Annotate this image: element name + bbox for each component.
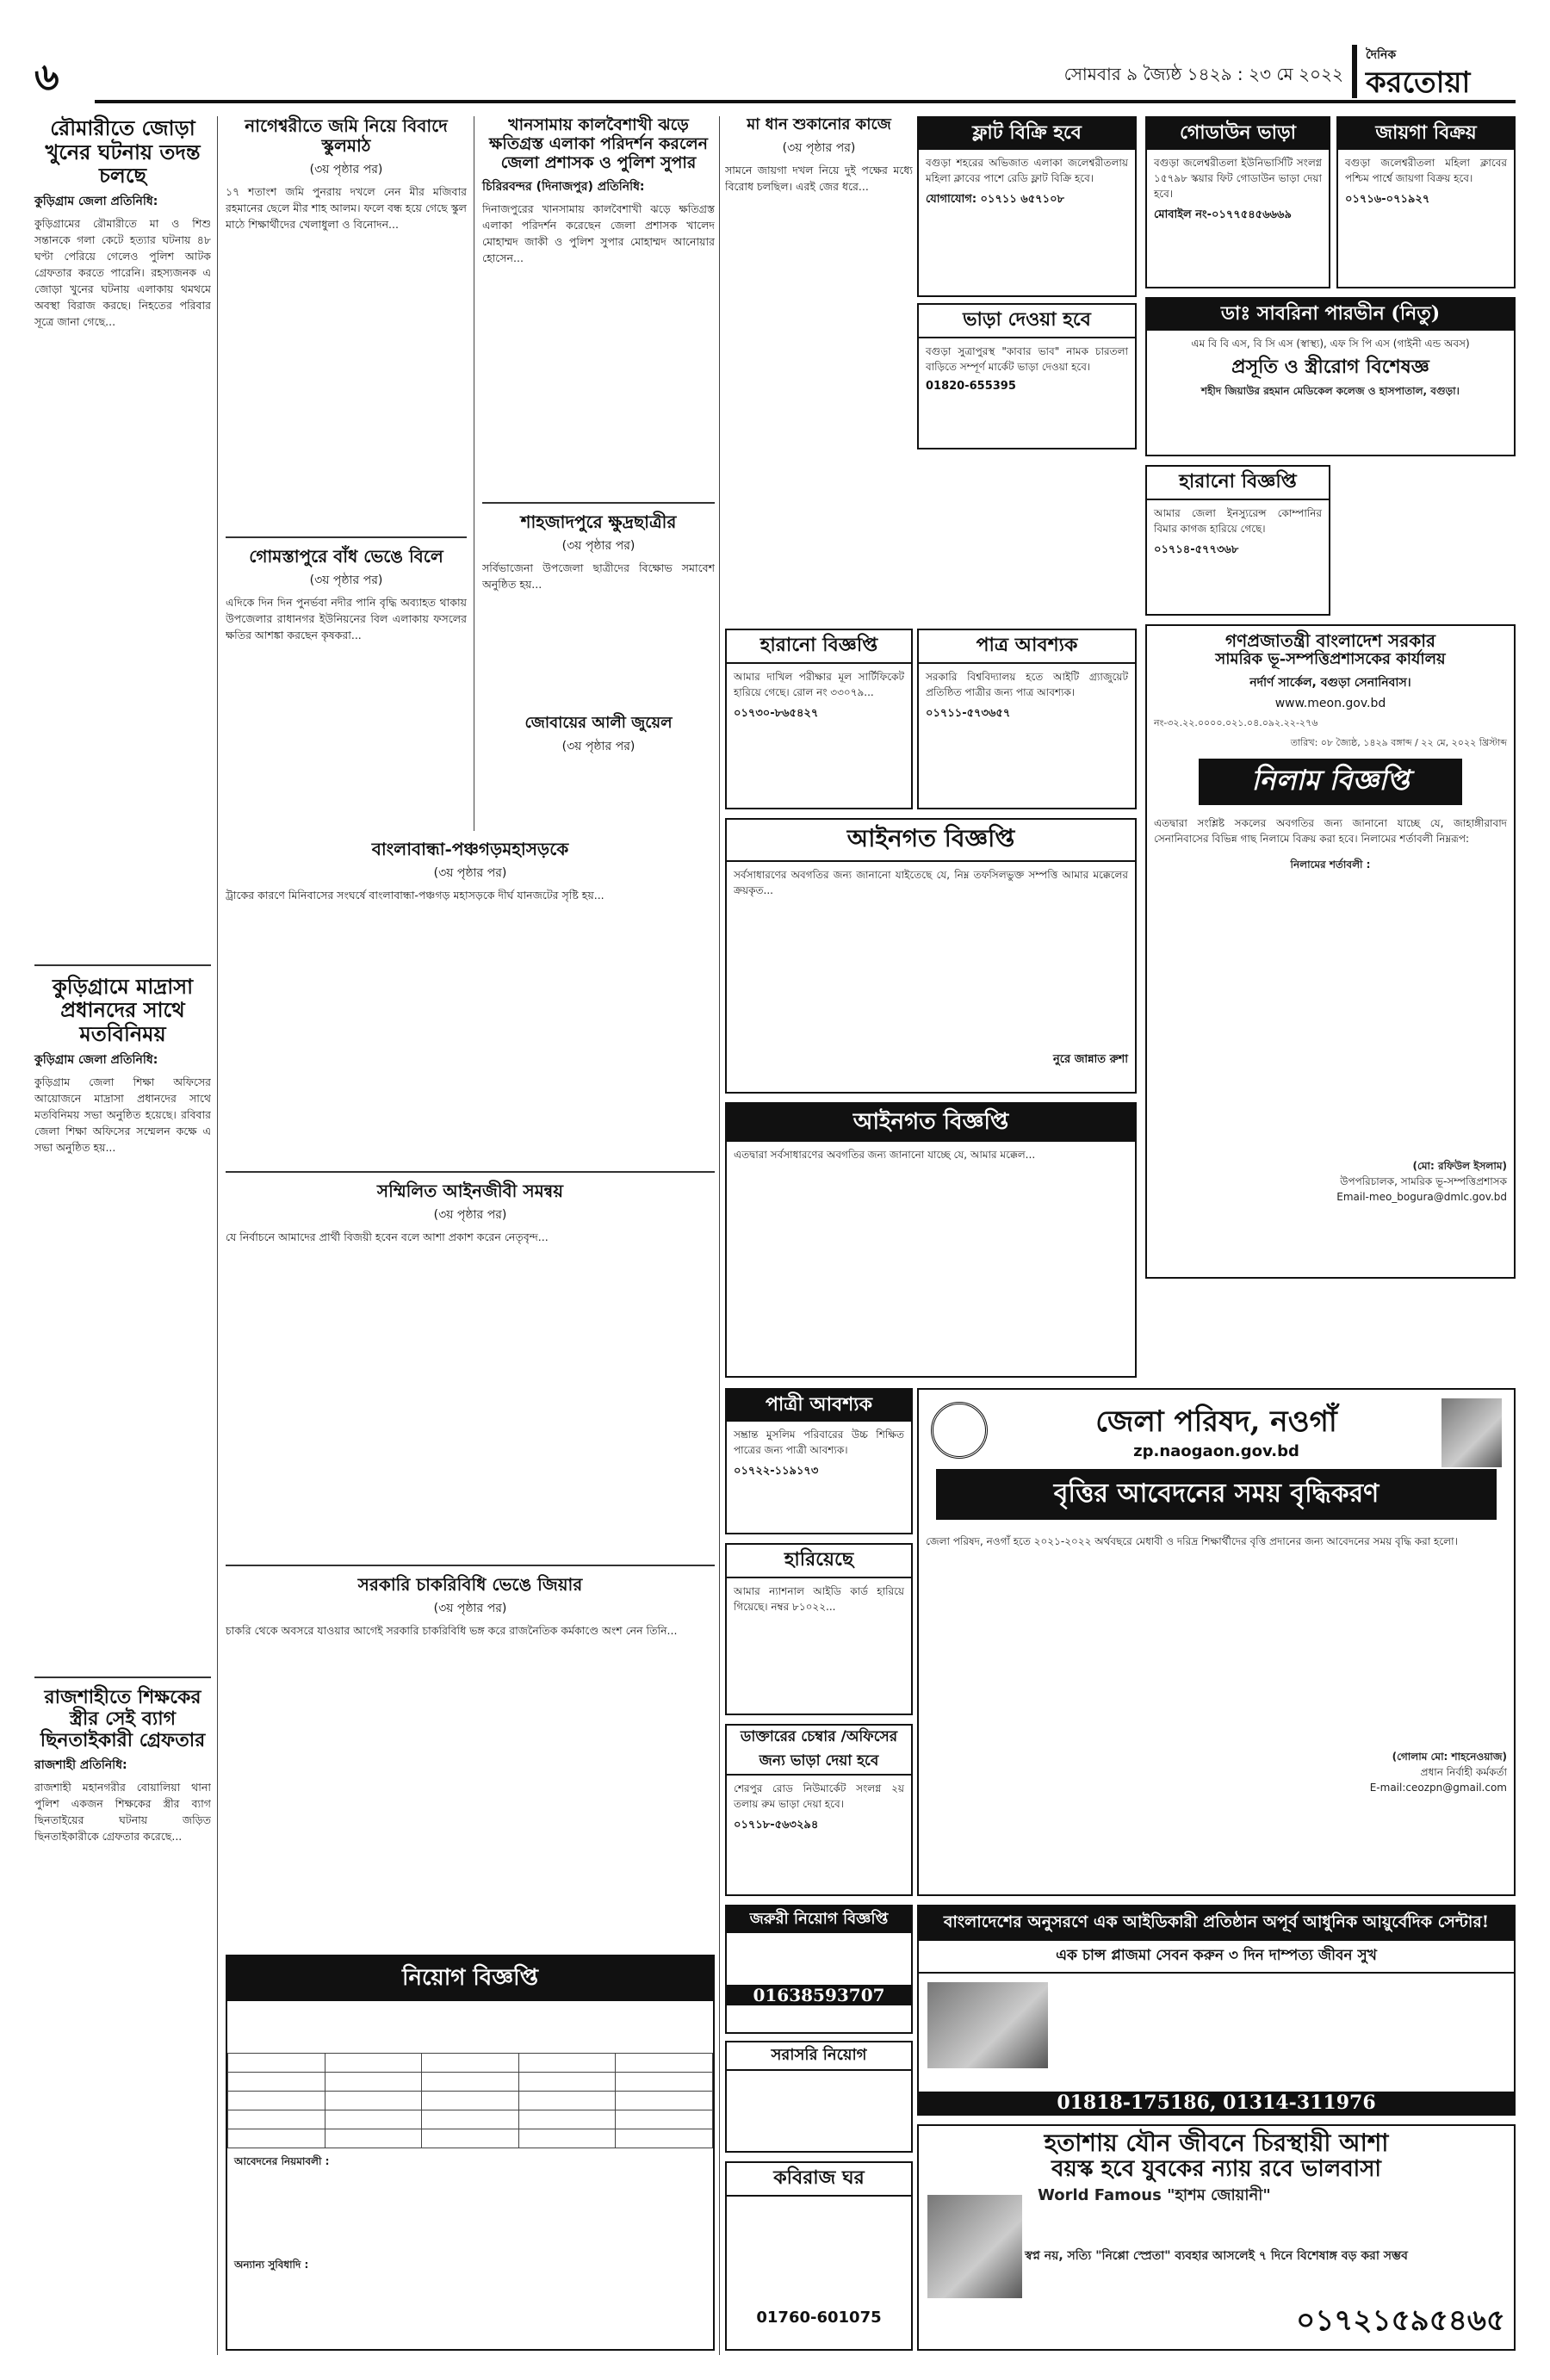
column-1 (34, 116, 211, 2192)
ad-title: ডাক্তারের চেম্বার /অফিসের জন্য ভাড়া দেয়া হবে (727, 1726, 911, 1776)
ad-subheadline: বয়স্ক হবে যুবকের ন্যায় রবে ভালবাসা (1051, 2156, 1381, 2183)
ad-title: আইনগত বিজ্ঞপ্তি (727, 1104, 1135, 1142)
story-body: কুড়িগ্রামের রৌমারীতে মা ও শিশু সন্তানকে গলা কেটে হত্যার ঘটনায় ৪৮ ঘণ্টা পেরিয়ে গেলেও পুলিশ আটক গ্রেফতার করতে পারেনি। রহস্যজনক এ জোড়া খুনের ঘটনায় এলাকায় থমথমে অবস্থা বিরাজ করছে। নিহতের পরিবার সূত্রে জানা গেছে... (34, 215, 211, 956)
page-header (34, 45, 1516, 110)
ad-title: গোডাউন ভাড়া (1147, 118, 1329, 150)
byline: চিরিরবন্দর (দিনাজপুর) প্রতিনিধি: (482, 179, 645, 194)
ad-body (1031, 2209, 1514, 2243)
ad-subtitle: এক চান্স প্লাজমা সেবন করুন ৩ দিন দাম্পত্য জীবন সুখ (919, 1941, 1514, 1974)
bangladesh-logo-icon (931, 1402, 988, 1459)
ad-title: হারানো বিজ্ঞপ্তি (1147, 467, 1329, 500)
ad-godown (1145, 116, 1330, 288)
ad-body: আমার জেলা ইনস্যুরেন্স কোম্পানির বিমার কাগজ হারিয়ে গেছে। (1154, 507, 1322, 535)
story-title: মা ধান শুকানোর কাজে (747, 115, 891, 133)
ad-body: বগুড়া শহরের অভিজাত এলাকা জলেশ্বরীতলায় মহিলা ক্লাবের পাশে রেডি ফ্লাট বিক্রি হবে। (926, 157, 1128, 184)
gov-circle: নর্দার্ণ সার্কেল, বগুড়া সেনানিবাস। (1249, 675, 1411, 690)
ad-vitality-clinic (917, 2124, 1516, 2351)
byline: কুড়িগ্রাম জেলা প্রতিনিধি: (34, 194, 158, 208)
story-title: নাগেশ্বরীতে জমি নিয়ে বিবাদে স্কুলমাঠ (245, 115, 448, 156)
ad-phone: 01818-175186, 01314-311976 (919, 2092, 1514, 2114)
ad-doctor (1145, 297, 1516, 456)
continued-note: (৩য় পৃষ্ঠার পর) (433, 866, 507, 880)
masthead-logo (1352, 45, 1516, 98)
apply-text (227, 2174, 713, 2252)
ad-phone: ০১৭২১৫৯৫৪৬৫ (1296, 2303, 1505, 2338)
zp-signatory-role: প্রধান নির্বাহী কর্মকর্তা (1420, 1766, 1507, 1779)
story-title: শাহজাদপুরে ক্ষুদ্রছাত্রীর (520, 511, 677, 532)
gov-ref: নং-৩২.২২.০০০০.০২১.০৪.০৯২.২২-২৭৬ (1154, 716, 1318, 728)
page-number: ৬ (34, 55, 59, 99)
divider (34, 964, 211, 966)
divider (34, 1677, 211, 1678)
auction-signatory-role: উপপরিচালক, সামরিক ভূ-সম্পত্তিপ্রশাসক (1340, 1175, 1507, 1187)
recruitment-notice (226, 1955, 715, 2351)
notice-intro (227, 2001, 713, 2053)
ad-body: বগুড়া সুত্রাপুরস্থ "কাবার ভাব" নামক চারতলা বাড়িতে সম্পূর্ণ মার্কেট ভাড়া দেওয়া হবে। (926, 345, 1128, 373)
ad-title: হারানো বিজ্ঞপ্তি (727, 630, 911, 664)
auction-terms (1147, 877, 1514, 1153)
ad-body (1057, 1974, 1514, 2060)
zila-parishad-notice (917, 1388, 1516, 1896)
masthead-name: করতোয়া (1366, 65, 1471, 100)
story-body: সামনে জায়গা দখল নিয়ে দুই পক্ষের মধ্যে বিরোধ চলছিল। এরই জের ধরে... (725, 162, 913, 644)
ad-phone: 01820-655395 (926, 380, 1016, 393)
ad-bride-wanted (725, 1388, 913, 1534)
ad-urgent-job (725, 1905, 913, 2034)
ad-phone: ০১৭১৪-৫৭৭৩৬৮ (1154, 543, 1239, 556)
ad-phone: ০১৭৩০-৮৬৫৪২৭ (734, 707, 819, 720)
ad-legal-notice-1 (725, 818, 1137, 1094)
ad-phone: ০১৭১৬-০৭১৯২৭ (1345, 193, 1430, 206)
gov-auction-notice (1145, 624, 1516, 1279)
product-image (927, 1982, 1048, 2068)
story-body: দিনাজপুরের খানসামায় কালবৈশাখী ঝড়ে ক্ষতিগ্রস্ত এলাকা পরিদর্শন করেছেন জেলা প্রশাসক খালেদ মোহাম্মদ জাকী ও পুলিশ সুপার মোহাম্মদ আনোয়ার হোসেন... (482, 201, 715, 493)
ad-rent (917, 303, 1137, 449)
zp-title: জেলা পরিষদ, নওগাঁ (1095, 1404, 1337, 1439)
other-label: অন্যান্য সুবিধাদি : (234, 2259, 309, 2271)
column-4 (725, 116, 913, 644)
ad-title: ফ্লাট বিক্রি হবে (919, 118, 1135, 150)
story-body: এদিকে দিন দিন পুনর্ভবা নদীর পানি বৃদ্ধি অব্যাহত থাকায় উপজেলার রাধানগর ইউনিয়নের বিল এলাকায় ফসলের ক্ষতির আশঙ্কা করছেন কৃষকরা... (226, 594, 467, 852)
divider (226, 536, 467, 538)
story-title: গোমস্তাপুরে বাঁধ ভেঙে বিলে (249, 546, 443, 567)
ad-headline: হতাশায় যৌন জীবনে চিরস্থায়ী আশা (1044, 2129, 1389, 2157)
wide-stories (226, 840, 715, 1984)
story-body: ট্রাকের কারণে মিনিবাসের সংঘর্ষে বাংলাবান্ধা-পঞ্চগড় মহাসড়কে দীর্ঘ যানজটের সৃষ্টি হয়... (226, 887, 715, 1162)
masthead-small: দৈনিক (1366, 48, 1397, 62)
ad-title: বাংলাদেশের অনুসরণে এক আইডিকারী প্রতিষ্ঠান অপূর্ব আধুনিক আয়ুর্বেদিক সেন্টার! (919, 1906, 1514, 1941)
portrait-image (1442, 1398, 1502, 1467)
header-date: সোমবার ৯ জ্যৈষ্ঠ ১৪২৯ : ২৩ মে ২০২২ (1063, 64, 1343, 84)
ad-title: ডাঃ সাবরিনা পারভীন (নিতু) (1147, 299, 1514, 331)
ad-phone: যোগাযোগ: ০১৭১১ ৬৫৭১০৮ (926, 193, 1064, 206)
ad-body (727, 2197, 911, 2309)
notice-table (227, 2053, 713, 2148)
ad-phone: 01760-601075 (756, 2309, 882, 2327)
ad-body: সম্ভ্রান্ত মুসলিম পরিবারের উচ্চ শিক্ষিত পাত্রের জন্য পাত্রী আবশ্যক। (734, 1429, 904, 1456)
apply-label: আবেদনের নিয়মাবলী : (234, 2155, 330, 2167)
continued-note: (৩য় পৃষ্ঠার পর) (309, 163, 383, 177)
story-body: সর্বিভাজেনা উপজেলা ছাত্রীদের বিক্ষোভ সমাবেশ অনুষ্ঠিত হয়... (482, 560, 715, 732)
ad-phone: ০১৭২২-১১৯১৭৩ (734, 1465, 819, 1478)
gov-title: গণপ্রজাতন্ত্রী বাংলাদেশ সরকার (1225, 630, 1435, 651)
continued-note: (৩য় পৃষ্ঠার পর) (433, 1602, 507, 1615)
ad-title: পাত্র আবশ্যক (919, 630, 1135, 664)
story-body: ১৭ শতাংশ জমি পুনরায় দখলে নেন মীর মজিবার রহমানের ছেলে মীর শাহ আলম। ফলে বন্ধ হয়ে গেছে স্কুল মাঠে শিক্ষার্থীদের খেলাধুলা ও বিনোদন... (226, 183, 467, 528)
ad-lost-insurance (1145, 465, 1330, 616)
column-rule (719, 116, 720, 2355)
notice-title: নিয়োগ বিজ্ঞপ্তি (227, 1956, 713, 2001)
byline: কুড়িগ্রাম জেলা প্রতিনিধি: (34, 1052, 158, 1067)
ad-body: শেরপুর রোড নিউমার্কেট সংলগ্ন ২য় তলায় রুম ভাড়া দেয়া হবে। (734, 1782, 904, 1810)
ad-phone: মোবাইল নং-০১৭৭৫৪৫৬৬৬৯ (1154, 208, 1292, 221)
divider (482, 502, 715, 504)
divider (226, 1565, 715, 1566)
zp-email: E-mail:ceozpn@gmail.com (1369, 1782, 1507, 1794)
ad-legal-notice-2 (725, 1102, 1137, 1378)
gov-office: সামরিক ভূ-সম্পত্তিপ্রশাসকের কার্যালয় (1215, 650, 1446, 668)
ad-body: বগুড়া জলেশ্বরীতলা ইউনিভার্সিটি সংলগ্ন ১৫৭৯৮ স্কয়ার ফিট গোডাউন ভাড়া দেয়া হবে। (1154, 157, 1322, 200)
ad-title: আইনগত বিজ্ঞপ্তি (727, 820, 1135, 862)
ad-kabiraj (725, 2161, 913, 2351)
continued-note: (৩য় পৃষ্ঠার পর) (561, 538, 636, 553)
ad-title: পাত্রী আবশ্যক (727, 1390, 911, 1422)
divider (226, 1171, 715, 1173)
ad-title: হারিয়েছে (727, 1545, 911, 1578)
ad-body: আমার ন্যাশনাল আইডি কার্ড হারিয়ে গিয়েছে। নম্বর ৮১০২২... (734, 1585, 904, 1613)
ad-title: জরুরী নিয়োগ বিজ্ঞপ্তি (727, 1906, 911, 1933)
auction-body: এতদ্বারা সংশ্লিষ্ট সকলের অবগতির জন্য জানানো যাচ্ছে যে, জাহাঙ্গীরাবাদ সেনানিবাসের বিভিন্ন গাছ নিলামে বিক্রয় করা হবে। নিলামের শর্তাবলী নিম্নরূপ: (1154, 816, 1507, 845)
story-title: জোবায়ের আলী জুয়েল (524, 714, 673, 732)
ad-body: এতদ্বারা সর্বসাধারণের অবগতির জন্য জানানো যাচ্ছে যে, আমার মক্কেল... (734, 1149, 1036, 1161)
ad-flat-sale (917, 116, 1137, 297)
story-title: কুড়িগ্রামে মাদ্রাসা প্রধানদের সাথে মতবিনিময় (52, 973, 194, 1046)
ad-lost-id (725, 1543, 913, 1715)
ad-title: কবিরাজ ঘর (727, 2163, 911, 2197)
ad-groom-wanted (917, 629, 1137, 809)
doctor-image (927, 2195, 1022, 2298)
ad-land-sale (1336, 116, 1516, 288)
auction-email: Email-meo_bogura@dmlc.gov.bd (1336, 1190, 1507, 1203)
ad-body: বগুড়া জলেশ্বরীতলা মহিলা ক্লাবের পশ্চিম পার্শ্বে জায়গা বিক্রয় হবে। (1345, 157, 1507, 184)
column-rule (217, 116, 218, 2355)
auction-terms-label: নিলামের শর্তাবলী : (1290, 858, 1371, 871)
ad-title: ভাড়া দেওয়া হবে (919, 305, 1135, 338)
zp-body: জেলা পরিষদ, নওগাঁ হতে ২০২১-২০২২ অর্থবছরে মেধাবী ও দরিদ্র শিক্ষার্থীদের বৃত্তি প্রদানের জন্য আবেদনের সময় বৃদ্ধি করা হলো। (926, 1535, 1458, 1548)
story-title: সরকারি চাকরিবিধি ভেঙে জিয়ার (357, 1574, 583, 1595)
story-body: যে নির্বাচনে আমাদের প্রার্থী বিজয়ী হবেন বলে আশা প্রকাশ করেন নেতৃবৃন্দ... (226, 1229, 715, 1556)
ad-body: সর্বসাধারণের অবগতির জন্য জানানো যাইতেছে যে, নিম্ন তফসিলভুক্ত সম্পত্তি আমার মক্কেলের ক্রয়কৃত... (734, 869, 1128, 896)
ad-title: সরাসরি নিয়োগ (727, 2042, 911, 2071)
column-3 (482, 116, 715, 732)
story-body: রাজশাহী মহানগরীর বোয়ালিয়া থানা পুলিশ একজন শিক্ষকের স্ত্রীর ব্যাগ ছিনতাইয়ের ঘটনায় জড়িত ছিনতাইকারীকে গ্রেফতার করেছে... (34, 1779, 211, 2192)
story-title: খানসামায় কালবৈশাখী ঝড়ে ক্ষতিগ্রস্ত এলাকা পরিদর্শন করলেন জেলা প্রশাসক ও পুলিশ সুপার (489, 115, 708, 172)
continued-note: (৩য় পৃষ্ঠার পর) (561, 739, 636, 753)
story-title: বাংলাবান্ধা-পঞ্চগড়মহাসড়কে (371, 839, 569, 859)
ad-phone: 01638593707 (727, 1985, 911, 2005)
ad-phone: ০১৭১১-৫৭৩৬৫৭ (926, 707, 1011, 720)
story-title: রৌমারীতে জোড়া খুনের ঘটনায় তদন্ত চলছে (45, 115, 201, 189)
ad-ayurvedic-center (917, 1905, 1516, 2116)
header-rule (95, 100, 1516, 103)
ad-footer: স্বপ্ন নয়, সত্যি "নিপ্পো স্প্রেতা" ব্যবহার আসলেই ৭ দিনে বিশেষাঙ্গ বড় করা সম্ভব (1025, 2249, 1408, 2264)
zp-notice-title: বৃত্তির আবেদনের সময় বৃদ্ধিকরণ (936, 1469, 1497, 1520)
ad-specialty: প্রসূতি ও স্ত্রীরোগ বিশেষজ্ঞ (1231, 356, 1429, 378)
auction-title: নিলাম বিজ্ঞপ্তি (1199, 759, 1462, 805)
auction-signatory: (মো: রফিউল ইসলাম) (1412, 1159, 1507, 1172)
zp-website: zp.naogaon.gov.bd (1133, 1442, 1299, 1461)
ad-doctor-chamber (725, 1724, 913, 1896)
continued-note: (৩য় পৃষ্ঠার পর) (309, 573, 383, 587)
ad-product: World Famous "হাশম জোয়ানী" (1038, 2186, 1271, 2205)
ad-hospital: শহীদ জিয়াউর রহমান মেডিকেল কলেজ ও হাসপাতাল, বগুড়া। (1201, 385, 1460, 398)
ad-direct-job (725, 2041, 913, 2153)
continued-note: (৩য় পৃষ্ঠার পর) (433, 1208, 507, 1222)
ad-body: আমার দাখিল পরীক্ষার মূল সার্টিফিকেট হারিয়ে গেছে। রোল নং ৩৩০৭৯... (734, 671, 904, 698)
column-2 (226, 116, 467, 852)
zp-signatory: (গোলাম মো: শাহনেওয়াজ) (1392, 1751, 1507, 1763)
ad-signature: নুরে জান্নাত রুশা (1053, 1053, 1128, 1066)
ad-body (727, 1933, 911, 1985)
story-title: রাজশাহীতে শিক্ষকের স্ত্রীর সেই ব্যাগ ছিনতাইকারী গ্রেফতার (40, 1685, 206, 1752)
ad-phone: ০১৭১৮-৫৬৩২৯৪ (734, 1819, 819, 1831)
gov-website: www.meon.gov.bd (1274, 696, 1386, 710)
continued-note: (৩য় পৃষ্ঠার পর) (782, 140, 856, 155)
story-body: চাকরি থেকে অবসরে যাওয়ার আগেই সরকারি চাকরিবিধি ভঙ্গ করে রাজনৈতিক কর্মকাণ্ডে অংশ নেন তিনি... (226, 1622, 715, 1984)
story-title: সম্মিলিত আইনজীবী সমন্বয় (376, 1181, 564, 1201)
column-3-lower (482, 715, 715, 760)
ad-body: সরকারি বিশ্ববিদ্যালয় হতে আইটি গ্র্যাজুয়েট প্রতিষ্ঠিত পাত্রীর জন্য পাত্র আবশ্যক। (926, 671, 1128, 698)
ad-lost-certificate (725, 629, 913, 809)
ad-degree: এম বি বি এস, বি সি এস (স্বাস্থ্য), এফ সি পি এস (গাইনী এন্ড অবস) (1191, 338, 1470, 350)
gov-date: তারিখ: ০৮ জ্যৈষ্ঠ, ১৪২৯ বঙ্গাব্দ / ২২ মে, ২০২২ খ্রিস্টাব্দ (1290, 736, 1507, 748)
story-body: কুড়িগ্রাম জেলা শিক্ষা অফিসের আয়োজনে মাদ্রাসা প্রধানদের সাথে মতবিনিময় সভা অনুষ্ঠিত হয়েছে। রবিবার জেলা শিক্ষা অফিসের সম্মেলন কক্ষে এ সভা অনুষ্ঠিত হয়... (34, 1074, 211, 1668)
ad-title: জায়গা বিক্রয় (1338, 118, 1514, 150)
byline: রাজশাহী প্রতিনিধি: (34, 1758, 127, 1773)
